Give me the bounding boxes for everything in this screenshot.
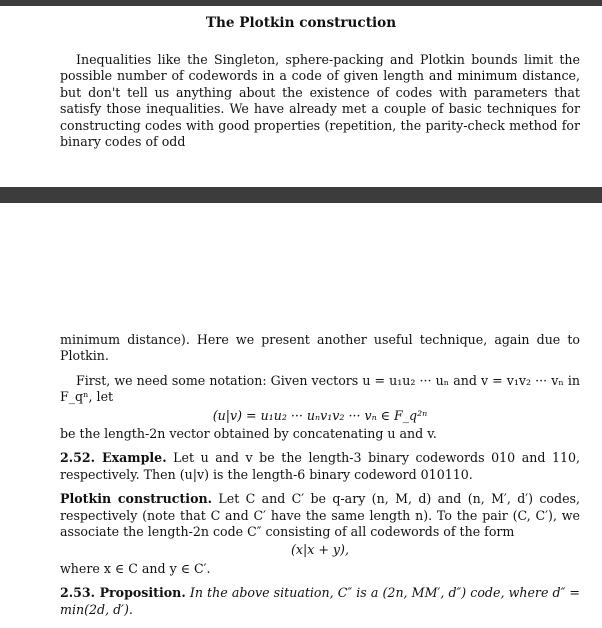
page-separator <box>0 187 602 203</box>
continuation-paragraph: minimum distance). Here we present another useful technique, again due to Plotkin. <box>60 332 580 364</box>
proposition-text: In the above situation, C″ is a (2n, MM′, d″) code, where d″ = min(2d, d′). <box>60 585 580 617</box>
construction-paragraph <box>60 491 580 540</box>
notation-after-text: be the length-2n vector obtained by concatenating u and v. <box>60 426 437 442</box>
proposition-label: 2.53. Proposition. <box>60 585 186 601</box>
bottom-page-body <box>60 332 580 618</box>
construction-equation: (x|x + y), <box>291 542 349 558</box>
construction-label: Plotkin construction. <box>60 491 213 507</box>
example-paragraph <box>60 450 580 483</box>
top-page-body <box>60 52 580 150</box>
example-text: Let u and v be the length-3 binary codewords 010 and 110, respectively. Then (u|v) is the length-6 binary codeword 010110. <box>60 450 580 482</box>
notation-paragraph: First, we need some notation: Given vectors u = u₁u₂ ··· uₙ and v = v₁v₂ ··· vₙ in F_qⁿ, let <box>60 372 580 405</box>
page-title: The Plotkin construction <box>205 15 397 31</box>
construction-after-text: where x ∈ C and y ∈ C′. <box>60 560 211 576</box>
notation-equation: (u|v) = u₁u₂ ··· uₙv₁v₂ ··· vₙ ∈ F_q²ⁿ <box>212 407 428 423</box>
construction-text: Let C and C′ be q-ary (n, M, d) and (n, M′, d′) codes, respectively (note that C and C′ have the same length n). To the pair (C, C′), we associate the length-2n code C″ consisting of all codewords of the form <box>60 491 580 540</box>
example-label: 2.52. Example. <box>60 450 167 466</box>
proposition-paragraph <box>60 585 580 618</box>
top-page-border <box>0 0 602 6</box>
intro-paragraph: Inequalities like the Singleton, sphere-packing and Plotkin bounds limit the possible number of codewords in a code of given length and minimum distance, but don't tell us anything about the existence of codes with parameters that satisfy those inequalities. We have already met a couple of basic techniques for constructing codes with good properties (repetition, the parity-check method for binary codes of odd <box>60 52 580 150</box>
